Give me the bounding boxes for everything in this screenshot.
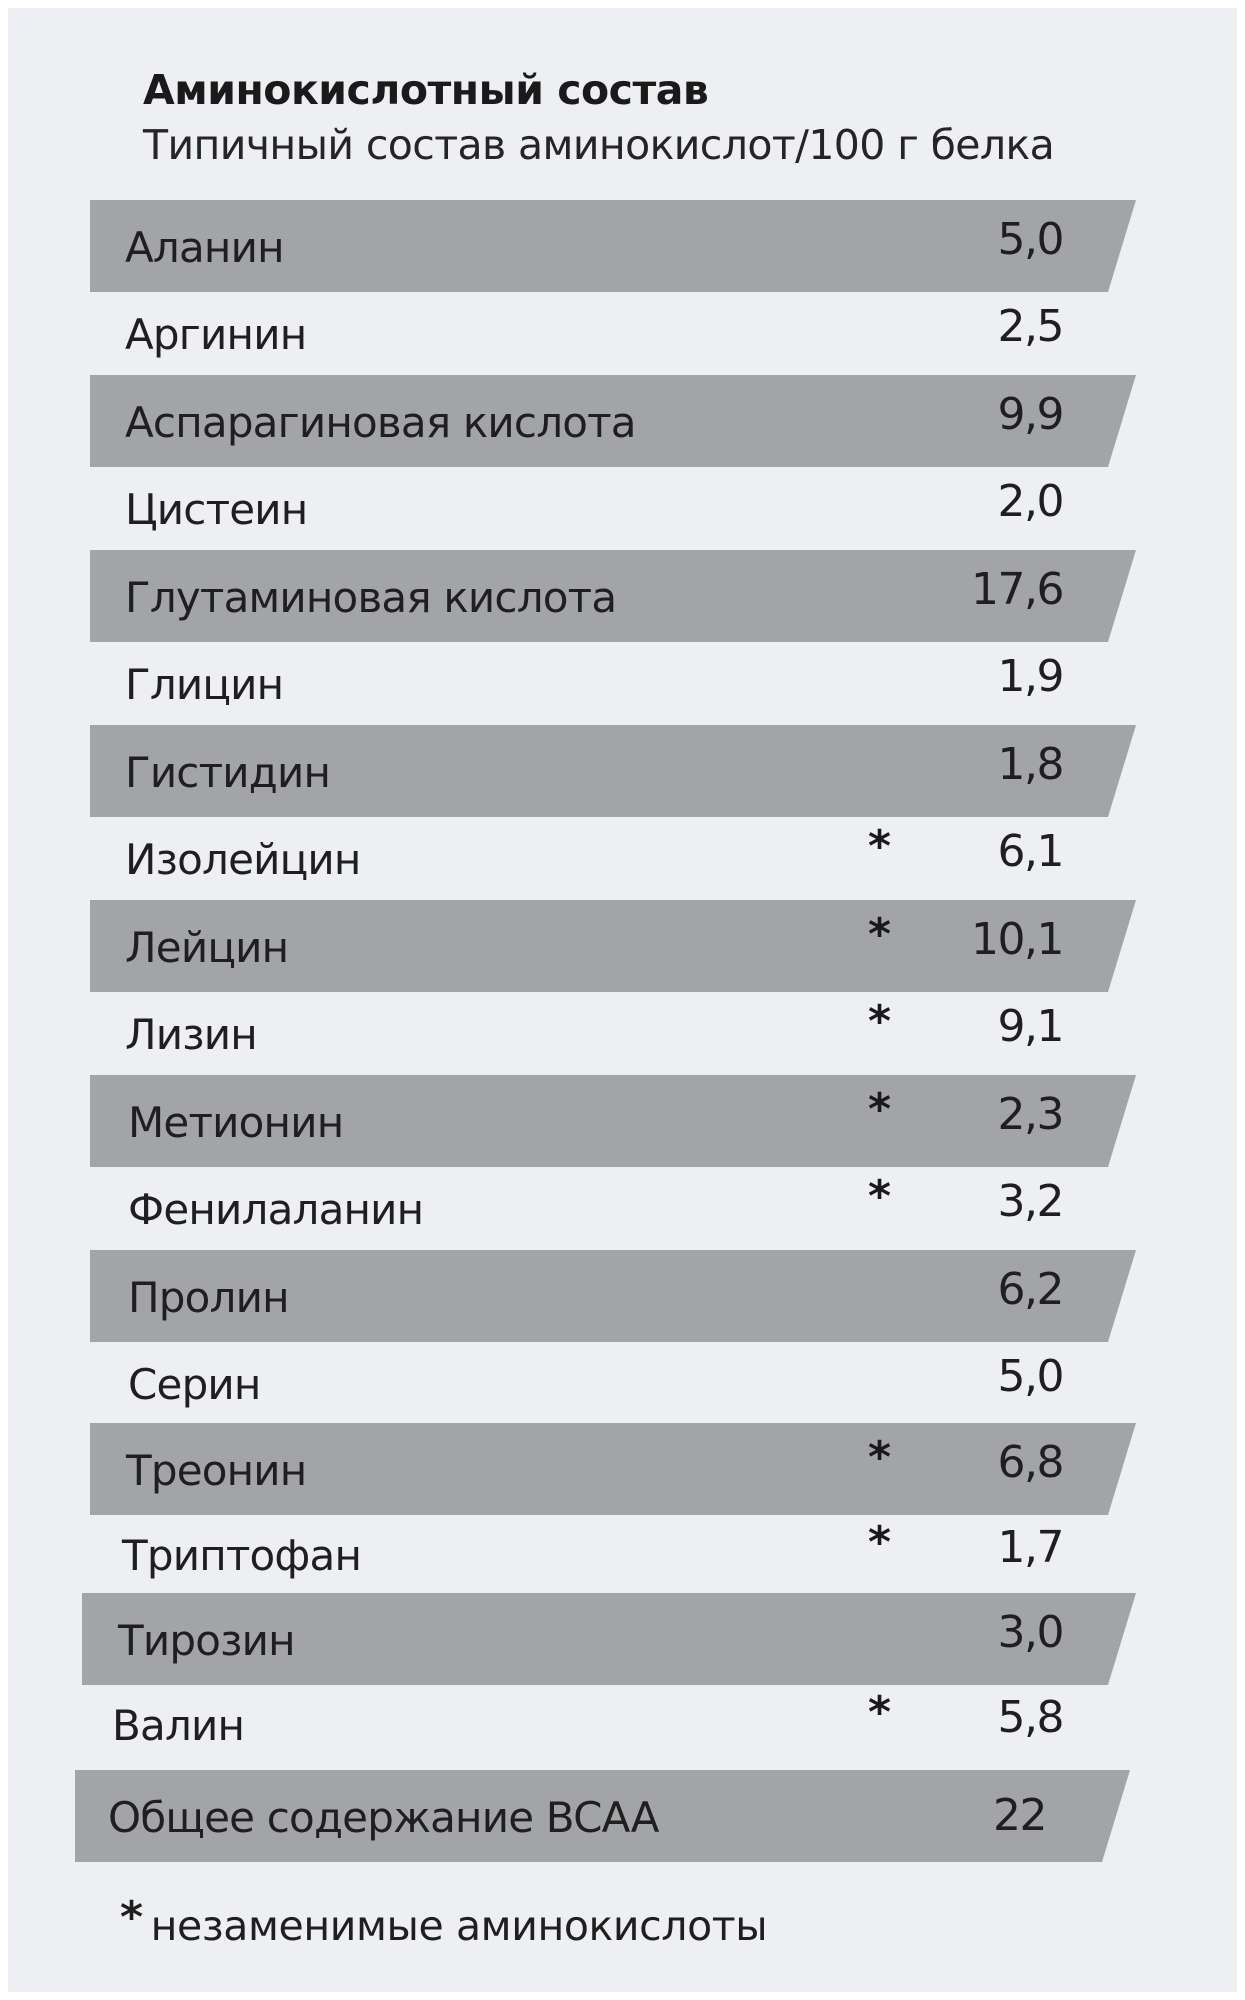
table-row	[8, 1593, 1245, 1685]
amino-acid-value: 3,0	[997, 1607, 1063, 1658]
amino-acid-value: 5,8	[997, 1692, 1063, 1743]
table-subtitle: Типичный состав аминокислот/100 г белка	[143, 121, 1055, 169]
table-row	[8, 1423, 1245, 1515]
table-row	[8, 987, 1245, 1079]
table-row	[8, 287, 1245, 379]
amino-acid-value: 1,7	[997, 1522, 1063, 1573]
amino-acid-value: 1,8	[997, 739, 1063, 790]
amino-acid-value: 5,0	[997, 214, 1063, 265]
table-row	[8, 1250, 1245, 1342]
essential-mark: *	[868, 1517, 892, 1568]
amino-acid-value: 5,0	[997, 1351, 1063, 1402]
table-row	[8, 375, 1245, 467]
amino-acid-name: Фенилаланин	[128, 1185, 424, 1234]
table-row	[8, 1162, 1245, 1254]
table-title: Аминокислотный состав	[143, 66, 709, 114]
essential-mark: *	[868, 1687, 892, 1738]
table-row	[8, 900, 1245, 992]
essential-mark: *	[868, 1171, 892, 1222]
amino-acid-name: Цистеин	[125, 485, 308, 534]
amino-acid-value: 6,1	[997, 826, 1063, 877]
amino-acid-name: Лизин	[125, 1010, 257, 1059]
amino-acid-name: Лейцин	[125, 923, 289, 972]
essential-mark: *	[868, 1084, 892, 1135]
table-row	[8, 1337, 1245, 1429]
amino-acid-value: 17,6	[971, 564, 1063, 615]
amino-acid-value: 2,3	[997, 1089, 1063, 1140]
table-row	[8, 200, 1245, 292]
table-row	[8, 1508, 1245, 1600]
amino-acid-name: Тирозин	[118, 1616, 295, 1665]
amino-acid-value: 9,9	[997, 389, 1063, 440]
amino-acid-name: Гистидин	[125, 748, 331, 797]
amino-acid-value: 2,5	[997, 301, 1063, 352]
amino-acid-name: Триптофан	[122, 1531, 362, 1580]
amino-acid-value: 3,2	[997, 1176, 1063, 1227]
essential-mark: *	[868, 1432, 892, 1483]
amino-acid-name: Общее содержание BCAA	[108, 1793, 659, 1842]
amino-acid-name: Глицин	[125, 660, 284, 709]
amino-acid-name: Изолейцин	[125, 835, 361, 884]
amino-acid-value: 22	[993, 1790, 1046, 1841]
label-sheet	[8, 8, 1237, 1992]
amino-acid-name: Аргинин	[125, 310, 307, 359]
table-row	[8, 725, 1245, 817]
amino-acid-value: 6,2	[997, 1264, 1063, 1315]
amino-acid-value: 2,0	[997, 476, 1063, 527]
footnote-text: незаменимые аминокислоты	[150, 1902, 768, 1950]
amino-acid-name: Треонин	[126, 1446, 307, 1495]
table-row	[8, 637, 1245, 729]
amino-acid-name: Пролин	[128, 1273, 289, 1322]
table-row	[8, 1770, 1245, 1862]
amino-acid-name: Аспарагиновая кислота	[125, 398, 636, 447]
essential-mark: *	[868, 821, 892, 872]
amino-acid-name: Метионин	[128, 1098, 344, 1147]
table-row	[8, 812, 1245, 904]
amino-acid-value: 10,1	[971, 914, 1063, 965]
essential-mark: *	[868, 909, 892, 960]
amino-acid-name: Валин	[112, 1701, 245, 1750]
table-row	[8, 462, 1245, 554]
essential-mark: *	[868, 996, 892, 1047]
amino-acid-value: 6,8	[997, 1437, 1063, 1488]
amino-acid-value: 1,9	[997, 651, 1063, 702]
table-row	[8, 1678, 1245, 1770]
amino-acid-name: Аланин	[125, 223, 284, 272]
amino-acid-name: Серин	[128, 1360, 261, 1409]
amino-acid-name: Глутаминовая кислота	[125, 573, 617, 622]
table-row	[8, 550, 1245, 642]
amino-acid-value: 9,1	[997, 1001, 1063, 1052]
table-row	[8, 1075, 1245, 1167]
footnote	[120, 1892, 768, 1951]
footnote-mark: *	[120, 1892, 143, 1943]
